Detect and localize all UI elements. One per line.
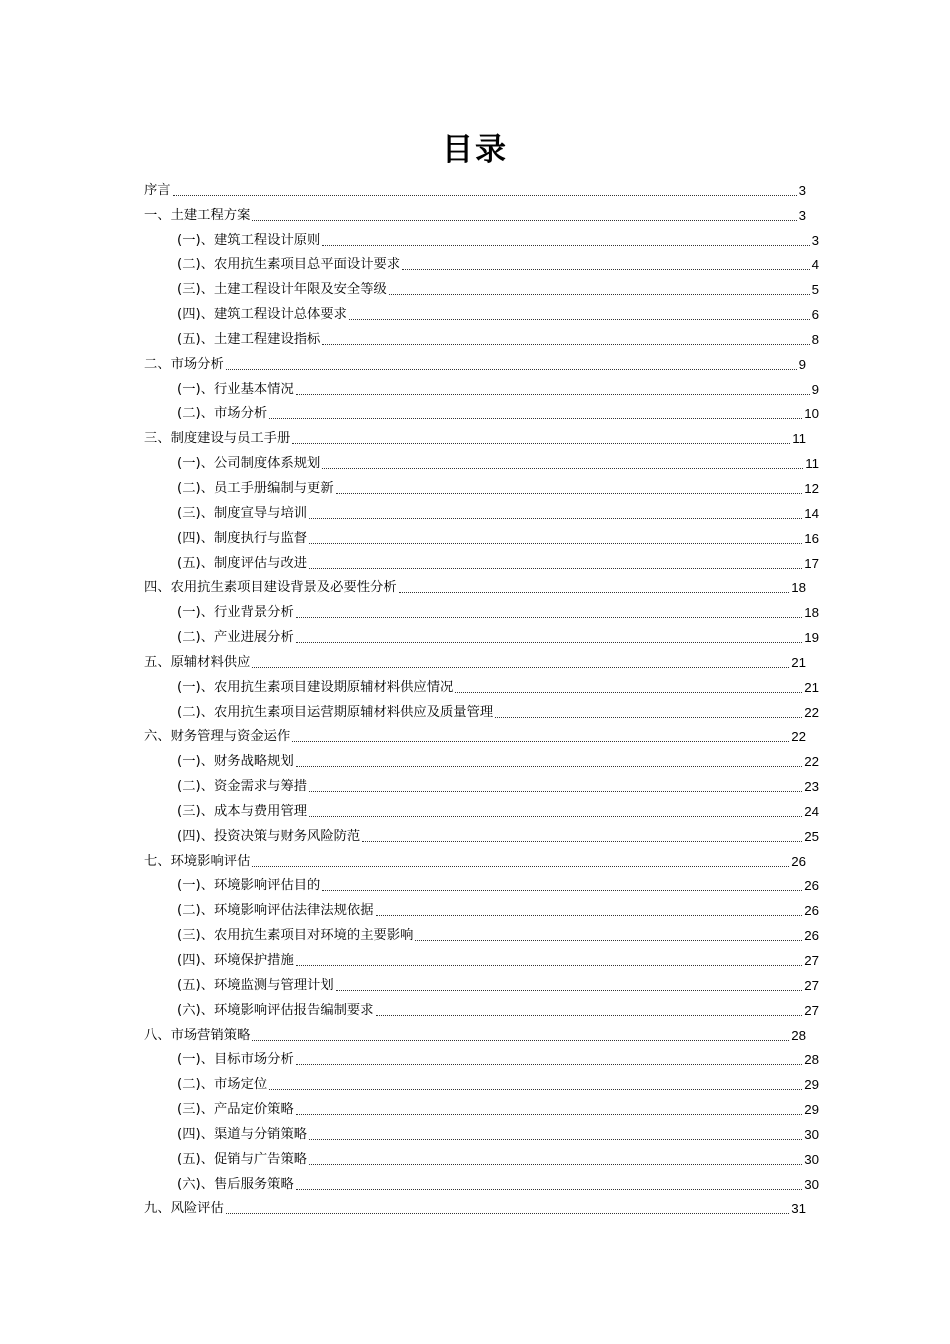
toc-entry[interactable] [144,324,819,349]
toc-entry-text: 八、市场营销策略 [144,1027,251,1043]
dot-leader [389,293,810,295]
toc-entry-text: (三)、产品定价策略 [177,1102,294,1118]
toc-page-number: 21 [804,679,819,695]
toc-page-number: 10 [804,406,819,422]
toc-page-number: 12 [804,480,819,496]
toc-page-number: 27 [804,977,819,993]
dot-leader [252,219,796,221]
toc-page-number: 3 [811,232,819,248]
toc-page-number: 8 [811,331,819,347]
toc-entry[interactable] [144,225,819,250]
toc-entry-text: 一、土建工程方案 [144,207,251,223]
toc-page-number: 29 [804,1102,819,1118]
toc-entry-text: (三)、农用抗生素项目对环境的主要影响 [177,928,414,944]
toc-entry-text: (五)、制度评估与改进 [177,555,308,571]
dot-leader [309,1163,802,1165]
dot-leader [309,542,802,544]
toc-entry-text: (五)、土建工程建设指标 [177,331,321,347]
toc-entry[interactable] [144,746,819,771]
toc-entry[interactable] [144,722,806,747]
toc-entry[interactable] [144,597,819,622]
dot-leader [402,268,809,270]
dot-leader [252,865,789,867]
dot-leader [415,939,802,941]
dot-leader [322,467,803,469]
toc-entry-text: (三)、土建工程设计年限及安全等级 [177,282,387,298]
toc-page-number: 22 [791,729,806,745]
toc-entry[interactable] [144,871,819,896]
toc-page-number: 26 [791,853,806,869]
toc-page-number: 9 [798,356,806,372]
toc-entry-text: (四)、环境保护措施 [177,953,294,968]
dot-leader [269,417,802,419]
toc-entry-text: (四)、制度执行与监督 [177,530,308,546]
dot-leader [309,1138,802,1140]
toc-page-number: 17 [804,555,819,571]
toc-page-number: 22 [804,704,819,720]
dot-leader [322,889,802,891]
toc-page-number: 26 [804,878,819,894]
toc-entry[interactable] [144,349,806,374]
toc-entry-text: (一)、目标市场分析 [177,1052,294,1068]
toc-page-number: 21 [791,654,806,670]
toc-entry-text: (一)、行业基本情况 [177,381,294,397]
toc-entry[interactable] [144,423,806,448]
toc-entry[interactable] [144,399,819,424]
toc-entry[interactable] [144,473,819,498]
toc-page-number: 3 [798,182,806,198]
toc-page-number: 24 [804,803,819,819]
toc-entry-text: 六、财务管理与资金运作 [144,729,291,745]
toc-page-number: 26 [804,903,819,919]
toc-entry-text: 二、市场分析 [144,356,224,372]
toc-entry-text: (三)、成本与费用管理 [177,803,308,819]
toc-entry-text: (二)、农用抗生素项目总平面设计要求 [177,257,401,273]
toc-entry-text: (四)、渠道与分销策略 [177,1126,308,1142]
toc-entry[interactable] [144,1119,819,1144]
toc-entry-text: (一)、行业背景分析 [177,605,294,621]
toc-entry-text: (一)、财务战略规划 [177,754,294,770]
dot-leader [399,591,790,593]
toc-entry-text: (二)、产业进展分析 [177,630,294,646]
toc-entry-text: 七、环境影响评估 [144,853,251,869]
toc-entry-text: (一)、建筑工程设计原则 [177,232,321,248]
toc-entry-text: (二)、环境影响评估法律法规依据 [177,903,374,919]
dot-leader [269,1088,802,1090]
toc-entry-text: 序言 [144,182,171,198]
toc-entry[interactable] [144,622,819,647]
toc-entry[interactable] [144,1069,819,1094]
toc-page-number: 6 [811,307,819,323]
toc-entry[interactable] [144,374,819,399]
toc-entry-text: 五、原辅材料供应 [144,654,251,670]
toc-page-number: 27 [804,953,819,968]
toc-page-number: 28 [804,1052,819,1068]
toc-page-number: 18 [791,580,806,596]
toc-entry[interactable] [144,1194,806,1219]
toc-page-number: 28 [791,1027,806,1043]
toc-page-number: 9 [811,381,819,397]
dot-leader [173,194,797,196]
table-of-contents [144,175,819,1218]
toc-page-number: 18 [804,605,819,621]
toc-page-number: 23 [804,779,819,795]
toc-entry[interactable] [144,945,819,970]
toc-page-number: 30 [804,1126,819,1142]
toc-entry-text: (四)、建筑工程设计总体要求 [177,307,347,323]
toc-entry[interactable] [144,274,819,299]
toc-page-number: 31 [791,1201,806,1217]
toc-page-number: 22 [804,754,819,770]
toc-entry-text: 四、农用抗生素项目建设背景及必要性分析 [144,580,397,596]
toc-entry[interactable] [144,846,806,871]
toc-entry[interactable] [144,1020,806,1045]
toc-entry[interactable] [144,821,819,846]
toc-entry-text: (二)、农用抗生素项目运营期原辅材料供应及质量管理 [177,704,494,720]
toc-entry-text: (二)、市场分析 [177,406,268,422]
dot-leader [322,244,809,246]
toc-page-number: 3 [798,207,806,223]
toc-entry[interactable] [144,523,819,548]
toc-entry-text: (二)、资金需求与筹措 [177,779,308,795]
toc-entry[interactable] [144,647,806,672]
toc-entry[interactable] [144,771,819,796]
dot-leader [376,1014,803,1016]
toc-entry[interactable] [144,895,819,920]
dot-leader [252,666,789,668]
toc-page-number: 27 [804,1002,819,1018]
toc-entry[interactable] [144,573,806,598]
toc-entry[interactable] [144,1094,819,1119]
toc-page-number: 14 [804,505,819,521]
toc-entry-text: (四)、投资决策与财务风险防范 [177,828,361,844]
toc-entry[interactable] [144,1045,819,1070]
toc-entry[interactable] [144,498,819,523]
toc-page-number: 26 [804,928,819,944]
dot-leader [495,716,802,718]
toc-entry[interactable] [144,970,819,995]
dot-leader [336,989,803,991]
dot-leader [296,964,802,966]
dot-leader [309,567,802,569]
dot-leader [309,815,802,817]
toc-page-number: 11 [792,431,806,447]
toc-entry[interactable] [144,1169,819,1194]
dot-leader [296,616,802,618]
toc-page-number: 19 [804,630,819,646]
toc-entry-text: (五)、促销与广告策略 [177,1151,308,1167]
dot-leader [296,1188,802,1190]
toc-entry-text: (六)、售后服务策略 [177,1176,294,1192]
toc-page-number: 25 [804,828,819,844]
toc-page-number: 16 [804,530,819,546]
toc-page-number: 29 [804,1077,819,1093]
dot-leader [296,765,802,767]
toc-page-number: 30 [804,1176,819,1192]
toc-entry[interactable] [144,920,819,945]
toc-entry[interactable] [144,672,819,697]
toc-page-number: 5 [811,282,819,298]
dot-leader [349,318,810,320]
toc-entry[interactable] [144,697,819,722]
dot-leader [336,492,803,494]
toc-entry-text: (一)、公司制度体系规划 [177,456,321,472]
toc-page-number: 11 [805,456,819,472]
toc-entry-text: (一)、环境影响评估目的 [177,878,321,894]
toc-entry[interactable] [144,796,819,821]
toc-entry[interactable] [144,200,806,225]
dot-leader [292,740,789,742]
dot-leader [296,393,810,395]
toc-entry-text: 九、风险评估 [144,1201,224,1217]
dot-leader [296,1113,802,1115]
toc-entry[interactable] [144,548,819,573]
dot-leader [296,641,802,643]
toc-page-number: 30 [804,1151,819,1167]
toc-entry-text: (二)、市场定位 [177,1077,268,1093]
dot-leader [292,442,790,444]
dot-leader [309,790,802,792]
dot-leader [376,914,803,916]
toc-entry-text: 三、制度建设与员工手册 [144,431,291,447]
dot-leader [226,1212,789,1214]
dot-leader [252,1039,789,1041]
toc-entry[interactable] [144,995,819,1020]
toc-title: 目录 [442,132,508,168]
toc-page-number: 4 [811,257,819,273]
dot-leader [309,517,802,519]
toc-entry-text: (二)、员工手册编制与更新 [177,480,334,496]
toc-entry-text: (六)、环境影响评估报告编制要求 [177,1002,374,1018]
toc-entry-text: (一)、农用抗生素项目建设期原辅材料供应情况 [177,679,454,695]
toc-entry[interactable] [144,175,806,200]
toc-entry[interactable] [144,448,819,473]
toc-entry-text: (三)、制度宣导与培训 [177,505,308,521]
dot-leader [226,368,797,370]
dot-leader [362,840,802,842]
toc-entry[interactable] [144,299,819,324]
dot-leader [322,343,809,345]
dot-leader [455,691,802,693]
toc-entry[interactable] [144,250,819,275]
toc-entry[interactable] [144,1144,819,1169]
toc-entry-text: (五)、环境监测与管理计划 [177,977,334,993]
dot-leader [296,1063,802,1065]
